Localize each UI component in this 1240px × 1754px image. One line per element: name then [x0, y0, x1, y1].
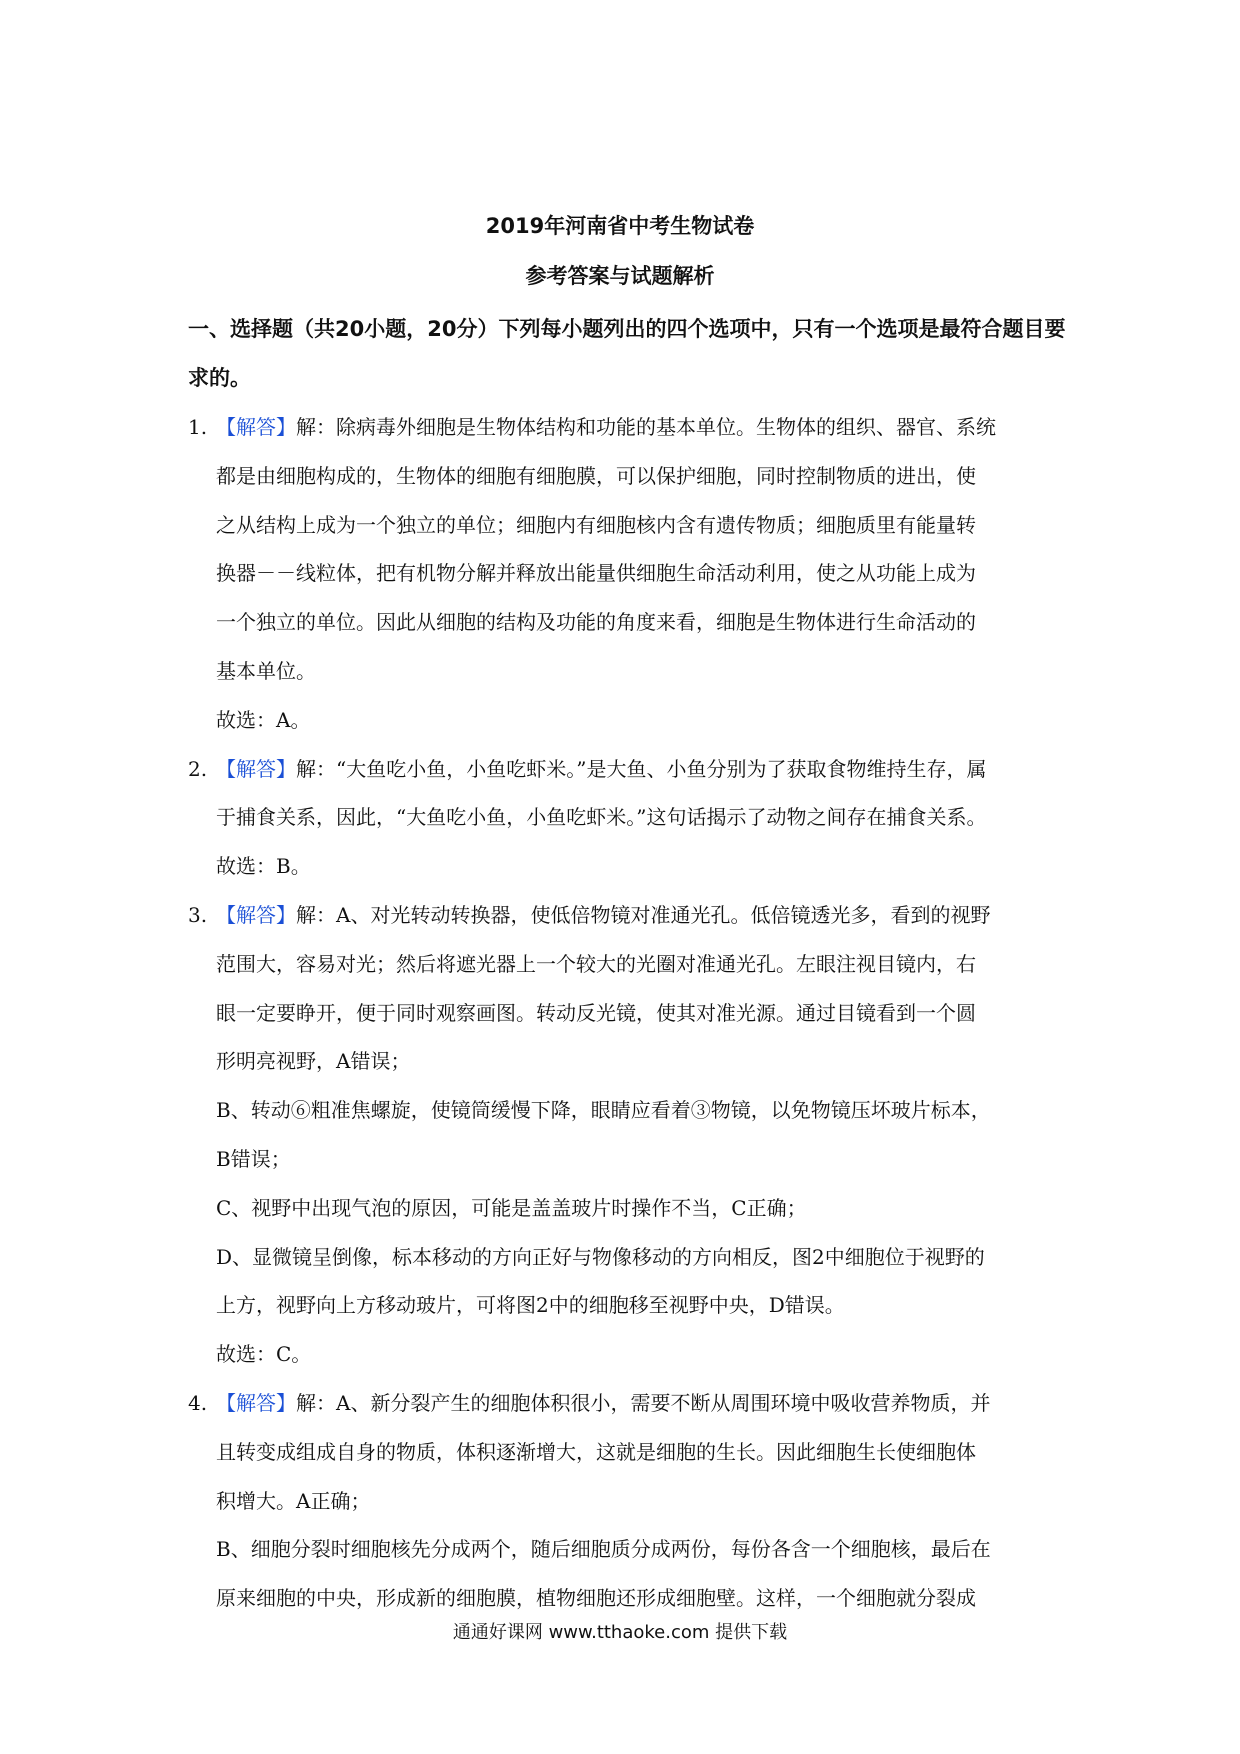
answer-line [188, 598, 1078, 647]
answer-line [188, 403, 1078, 452]
question-number: 4. [188, 1390, 208, 1415]
answer-line [188, 452, 1078, 501]
answer-text: 解：A、新分裂产生的细胞体积很小，需要不断从周围环境中吸收营养物质，并 [296, 1390, 991, 1415]
document-title: 2019年河南省中考生物试卷 [485, 214, 755, 238]
question-number: 2. [188, 756, 208, 781]
answer-text: 一个独立的单位。因此从细胞的结构及功能的角度来看，细胞是生物体进行生命活动的 [216, 610, 976, 635]
answer-block [188, 1379, 1078, 1623]
answer-line [188, 1281, 1078, 1330]
answer-text: 之从结构上成为一个独立的单位；细胞内有细胞核内含有遗传物质；细胞质里有能量转 [216, 512, 976, 537]
answer-line [188, 1184, 1078, 1233]
answer-line [188, 501, 1078, 550]
answer-text: 眼一定要睁开，便于同时观察画图。转动反光镜，使其对准光源。通过目镜看到一个圆 [216, 1000, 976, 1025]
answer-line [188, 1086, 1078, 1135]
answer-text: 原来细胞的中央，形成新的细胞膜，植物细胞还形成细胞壁。这样，一个细胞就分裂成 [216, 1586, 976, 1611]
answer-text: 上方，视野向上方移动玻片，可将图2中的细胞移至视野中央，D错误。 [216, 1293, 845, 1318]
answer-line [188, 1477, 1078, 1526]
answer-line [188, 793, 1078, 842]
answer-line [188, 1037, 1078, 1086]
answer-line [188, 1379, 1078, 1428]
answer-line [188, 989, 1078, 1038]
answer-text: 故选：A。 [216, 707, 311, 732]
answer-tag: 【解答】 [216, 756, 296, 781]
answer-tag: 【解答】 [216, 415, 296, 439]
question-number: 1. [188, 415, 208, 439]
answer-text: 解：“大鱼吃小鱼，小鱼吃虾米。”是大鱼、小鱼分别为了获取食物维持生存，属 [296, 756, 987, 781]
answer-tag: 【解答】 [216, 1390, 296, 1415]
answer-text: 解：除病毒外细胞是生物体结构和功能的基本单位。生物体的组织、器官、系统 [296, 415, 996, 439]
answer-line [188, 891, 1078, 940]
answer-line [188, 940, 1078, 989]
answer-text: 基本单位。 [216, 658, 316, 683]
section-heading: 一、选择题（共20小题，20分）下列每小题列出的四个选项中，只有一个选项是最符合题目要求的。 [188, 317, 1066, 390]
answer-text: B、转动⑥粗准焦螺旋，使镜筒缓慢下降，眼睛应看着③物镜，以免物镜压坏玻片标本， [216, 1098, 991, 1123]
answer-tag: 【解答】 [216, 902, 296, 927]
answer-line [188, 549, 1078, 598]
answer-line [188, 647, 1078, 696]
answer-text: 都是由细胞构成的，生物体的细胞有细胞膜，可以保护细胞，同时控制物质的进出，使 [216, 463, 976, 488]
answer-block [188, 403, 1078, 745]
answer-text: 积增大。A正确； [216, 1488, 371, 1513]
answer-text: D、显微镜呈倒像，标本移动的方向正好与物像移动的方向相反，图2中细胞位于视野的 [216, 1244, 985, 1269]
answer-text: B、细胞分裂时细胞核先分成两个，随后细胞质分成两份，每份各含一个细胞核，最后在 [216, 1537, 991, 1562]
answer-block [188, 745, 1078, 891]
answer-line [188, 1330, 1078, 1379]
answer-line [188, 1135, 1078, 1184]
answer-text: C、视野中出现气泡的原因，可能是盖盖玻片时操作不当，C正确； [216, 1195, 807, 1220]
answer-text: B错误； [216, 1146, 291, 1171]
question-number: 3. [188, 902, 208, 927]
answer-line [188, 696, 1078, 745]
answer-line [188, 1525, 1078, 1574]
answer-line [188, 745, 1078, 794]
answer-text: 形明亮视野，A错误； [216, 1049, 411, 1074]
answer-line [188, 842, 1078, 891]
answer-line [188, 1574, 1078, 1623]
answer-text: 故选：C。 [216, 1342, 312, 1367]
answer-block [188, 891, 1078, 1379]
answer-text: 故选：B。 [216, 854, 311, 879]
footer-text: 通通好课网 www.tthaoke.com 提供下载 [452, 1622, 788, 1643]
answer-text: 范围大，容易对光；然后将遮光器上一个较大的光圈对准通光孔。左眼注视目镜内，右 [216, 951, 976, 976]
answer-line [188, 1428, 1078, 1477]
answer-text: 于捕食关系，因此，“大鱼吃小鱼，小鱼吃虾米。”这句话揭示了动物之间存在捕食关系。 [216, 805, 987, 830]
answer-text: 换器－－线粒体，把有机物分解并释放出能量供细胞生命活动利用，使之从功能上成为 [216, 561, 976, 586]
answer-line [188, 1233, 1078, 1282]
answers-list [188, 403, 1078, 1623]
answer-text: 且转变成组成自身的物质，体积逐渐增大，这就是细胞的生长。因此细胞生长使细胞体 [216, 1439, 976, 1464]
answer-text: 解：A、对光转动转换器，使低倍物镜对准通光孔。低倍镜透光多，看到的视野 [296, 902, 991, 927]
document-subtitle: 参考答案与试题解析 [525, 264, 715, 288]
